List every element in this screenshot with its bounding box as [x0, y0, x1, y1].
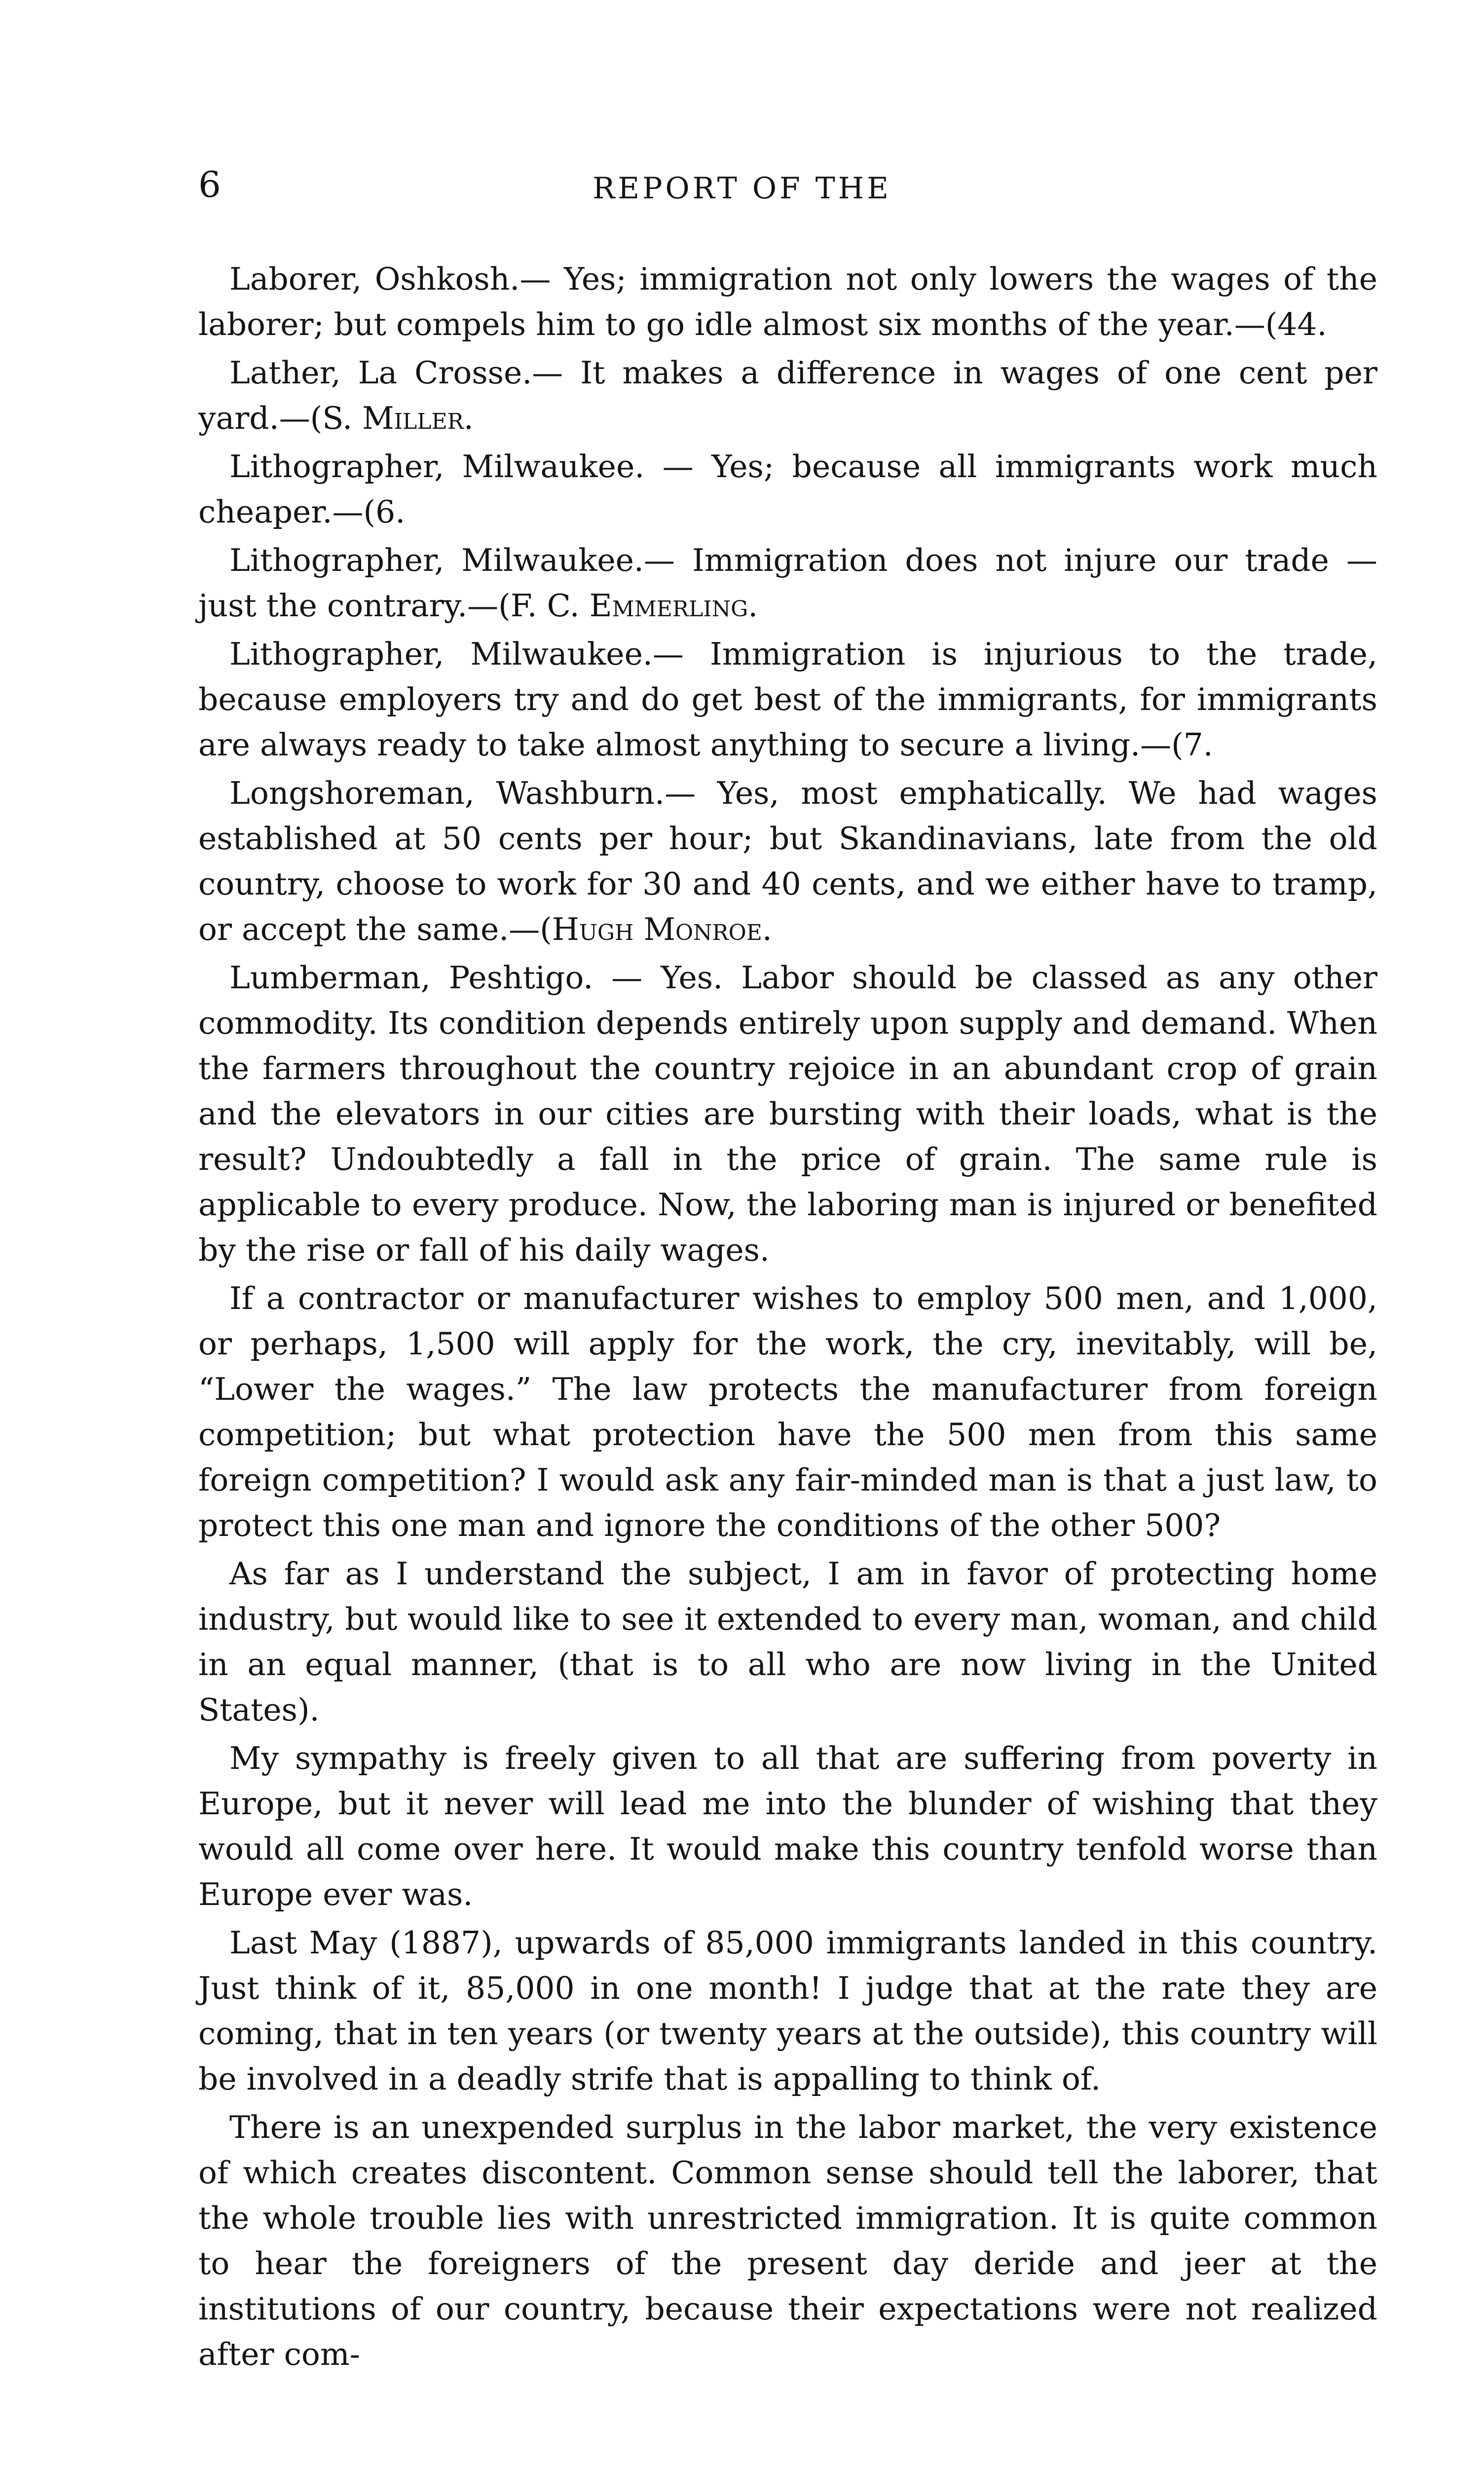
paragraph: If a contractor or manufacturer wishes to employ 500 men, and 1,000, or perhaps, 1,500 will apply for the work, the cry, inevitably, will be, “Lower the wages.” The law protects the manufacturer from foreign competition; but what protection have the 500 men from this same foreign competition? I would ask any fair-minded man is that a just law, to protect this one man and ignore the conditions of the other 500? — [198, 1280, 1377, 1543]
paragraph: Lithographer, Milwaukee. — Yes; because all immigrants work much cheaper.—(6. — [198, 449, 1377, 530]
paragraph: Last May (1887), upwards of 85,000 immigrants landed in this country. Just think of it, 85,000 in one month! I judge that at the rate they are coming, that in ten years (or twenty years at the outside), this country will be involved in a deadly strife that is appalling to think of. — [198, 1925, 1377, 2097]
paragraph: As far as I understand the subject, I am in favor of protecting home industry, but would like to see it extended to every man, woman, and child in an equal manner, (that is to all who are now living in the United States). — [198, 1556, 1377, 1728]
page-number: 6 — [198, 164, 221, 205]
paragraph: Lumberman, Peshtigo. — Yes. Labor should be classed as any other commodity. Its condition depends entirely upon supply and demand. When the farmers throughout the country rejoice in an abundant crop of grain and the elevators in our cities are bursting with their loads, what is the result? Undoubtedly a fall in the price of grain. The same rule is applicable to every produce. Now, the laboring man is injured or benefited by the rise or fall of his daily wages. — [198, 960, 1377, 1268]
paragraph: Laborer, Oshkosh.— Yes; immigration not only lowers the wages of the laborer; but compels him to go idle almost six months of the year.—(44. — [198, 261, 1377, 342]
paragraph: Lather, La Crosse.— It makes a difference in wages of one cent per yard.—(S. Miller. — [198, 355, 1377, 436]
respondent-signature: S. Miller. — [322, 400, 474, 436]
paragraph: Lithographer, Milwaukee.— Immigration does not injure our trade — just the contrary.—(F. C. Emmerling. — [198, 542, 1377, 624]
respondent-signature: Hugh Monroe. — [552, 911, 772, 947]
respondent-signature: F. C. Emmerling. — [510, 588, 758, 624]
paragraph: Lithographer, Milwaukee.— Immigration is injurious to the trade, because employers try and do get best of the immigrants, for immigrants are always ready to take almost anything to secure a living.—(7. — [198, 636, 1377, 763]
paragraph: Longshoreman, Washburn.— Yes, most emphatically. We had wages established at 50 cents per hour; but Skandinavians, late from the old country, choose to work for 30 and 40 cents, and we either have to tramp, or accept the same.—(Hugh Monroe. — [198, 775, 1377, 947]
running-head: REPORT OF THE — [593, 171, 891, 206]
body-text — [198, 257, 1377, 2380]
paragraph: There is an unexpended surplus in the labor market, the very existence of which creates discontent. Common sense should tell the laborer, that the whole trouble lies with unrestricted immigration. It is quite common to hear the foreigners of the present day deride and jeer at the institutions of our country, because their expectations were not realized after com- — [198, 2109, 1377, 2372]
paragraph: My sympathy is freely given to all that are suffering from poverty in Europe, but it never will lead me into the blunder of wishing that they would all come over here. It would make this country tenfold worse than Europe ever was. — [198, 1740, 1377, 1912]
